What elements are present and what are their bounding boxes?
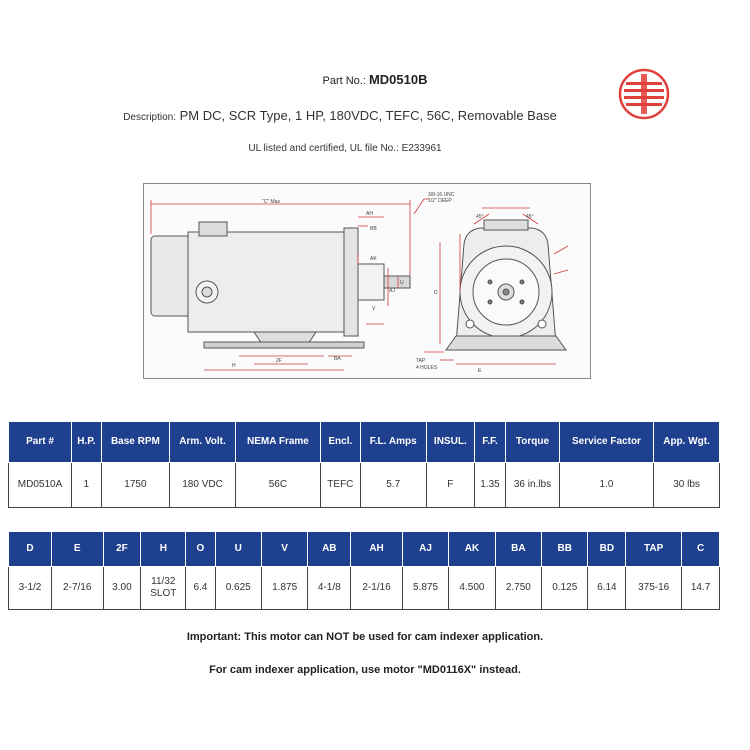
cell-ba: 2.750: [495, 567, 541, 610]
label-angle-2: 45°: [526, 214, 534, 220]
header-bd: BD: [588, 532, 626, 567]
header-arm-volt: Arm. Volt.: [170, 422, 236, 463]
header-fl-amps: F.L. Amps: [360, 422, 426, 463]
cell-2f: 3.00: [103, 567, 141, 610]
label-d: D: [434, 290, 438, 296]
header-o: O: [186, 532, 215, 567]
dimension-header-row: [9, 532, 720, 567]
header-u: U: [215, 532, 261, 567]
cell-arm-volt: 180 VDC: [170, 463, 236, 508]
table-row: [9, 463, 720, 508]
header-hp: H.P.: [72, 422, 102, 463]
cell-enclosure: TEFC: [321, 463, 361, 508]
header-h: H: [141, 532, 186, 567]
cell-tap: 375-16: [626, 567, 682, 610]
dimension-table: [8, 531, 720, 610]
header-app-weight: App. Wgt.: [654, 422, 720, 463]
cell-hp: 1: [72, 463, 102, 508]
label-angle-1: 45°: [476, 214, 484, 220]
label-v: V: [372, 306, 376, 312]
label-tap: TAP: [416, 358, 426, 364]
header-tap: TAP: [626, 532, 682, 567]
label-thread-note-2: 1/2" DEEP: [428, 198, 452, 204]
header-ah: AH: [351, 532, 403, 567]
cell-ab: 4-1/8: [308, 567, 351, 610]
cell-app-weight: 30 lbs: [654, 463, 720, 508]
cell-aj: 5.875: [402, 567, 448, 610]
cell-v: 1.875: [261, 567, 307, 610]
cell-bb: 0.125: [542, 567, 588, 610]
part-number-value: MD0510B: [368, 72, 428, 87]
cell-o: 6.4: [186, 567, 215, 610]
label-thread-note-1: 3/8-16 UNC: [428, 192, 455, 198]
important-note: Important: This motor can NOT be used for cam indexer application.: [186, 631, 544, 643]
cell-ak: 4.500: [449, 567, 495, 610]
cell-nema-frame: 56C: [235, 463, 320, 508]
header-insulation: INSUL.: [426, 422, 474, 463]
spec-header-row: [9, 422, 720, 463]
header-e: E: [51, 532, 103, 567]
header-2f: 2F: [103, 532, 141, 567]
cell-service-factor: 1.0: [559, 463, 653, 508]
cell-torque: 36 in.lbs: [506, 463, 560, 508]
cell-c: 14.7: [682, 567, 720, 610]
cell-u: 0.625: [215, 567, 261, 610]
cell-bd: 6.14: [588, 567, 626, 610]
cell-part-number: MD0510A: [9, 463, 72, 508]
cell-h: 11/32 SLOT: [141, 567, 186, 610]
header-bb: BB: [542, 532, 588, 567]
cell-base-rpm: 1750: [101, 463, 170, 508]
label-ba: BA: [334, 356, 341, 362]
label-2f: 2F: [276, 358, 282, 364]
header-v: V: [261, 532, 307, 567]
header-base-rpm: Base RPM: [101, 422, 170, 463]
label-h: H: [232, 363, 236, 369]
label-e: E: [478, 368, 482, 374]
header-service-factor: Service Factor: [559, 422, 653, 463]
header-enclosure: Encl.: [321, 422, 361, 463]
label-u: U: [400, 280, 404, 286]
description-value: PM DC, SCR Type, 1 HP, 180VDC, TEFC, 56C, Removable Base: [179, 108, 557, 123]
cell-ah: 2-1/16: [351, 567, 403, 610]
description-line: [0, 108, 680, 123]
motor-spec-table: [8, 421, 720, 508]
motor-end-view: [446, 220, 566, 350]
cell-d: 3-1/2: [9, 567, 52, 610]
header-ak: AK: [449, 532, 495, 567]
label-tap-note: 4 HOLES: [416, 365, 438, 371]
label-aj: AJ: [389, 288, 395, 294]
header-ab: AB: [308, 532, 351, 567]
alternative-motor-note: For cam indexer application, use motor "MD0116X" instead.: [209, 664, 521, 676]
label-c-max: "C" Max: [262, 199, 280, 205]
label-ah: AH: [366, 211, 373, 217]
header-part-number: Part #: [9, 422, 72, 463]
cell-insulation: F: [426, 463, 474, 508]
motor-dimension-drawing: [143, 183, 591, 379]
header-c: C: [682, 532, 720, 567]
label-ak: AK: [370, 256, 377, 262]
table-row: [9, 567, 720, 610]
motor-side-view: [151, 222, 410, 348]
cell-form-factor: 1.35: [474, 463, 505, 508]
header-torque: Torque: [506, 422, 560, 463]
description-label: Description:: [123, 112, 177, 123]
cell-e: 2-7/16: [51, 567, 103, 610]
header-nema-frame: NEMA Frame: [235, 422, 320, 463]
header-d: D: [9, 532, 52, 567]
part-number-label: Part No.:: [322, 75, 366, 87]
cell-fl-amps: 5.7: [360, 463, 426, 508]
company-logo: [618, 68, 670, 120]
label-bb: BB: [370, 226, 377, 232]
ul-certification-line: UL listed and certified, UL file No.: E233961: [248, 143, 442, 154]
header-ba: BA: [495, 532, 541, 567]
header-aj: AJ: [402, 532, 448, 567]
header-form-factor: F.F.: [474, 422, 505, 463]
